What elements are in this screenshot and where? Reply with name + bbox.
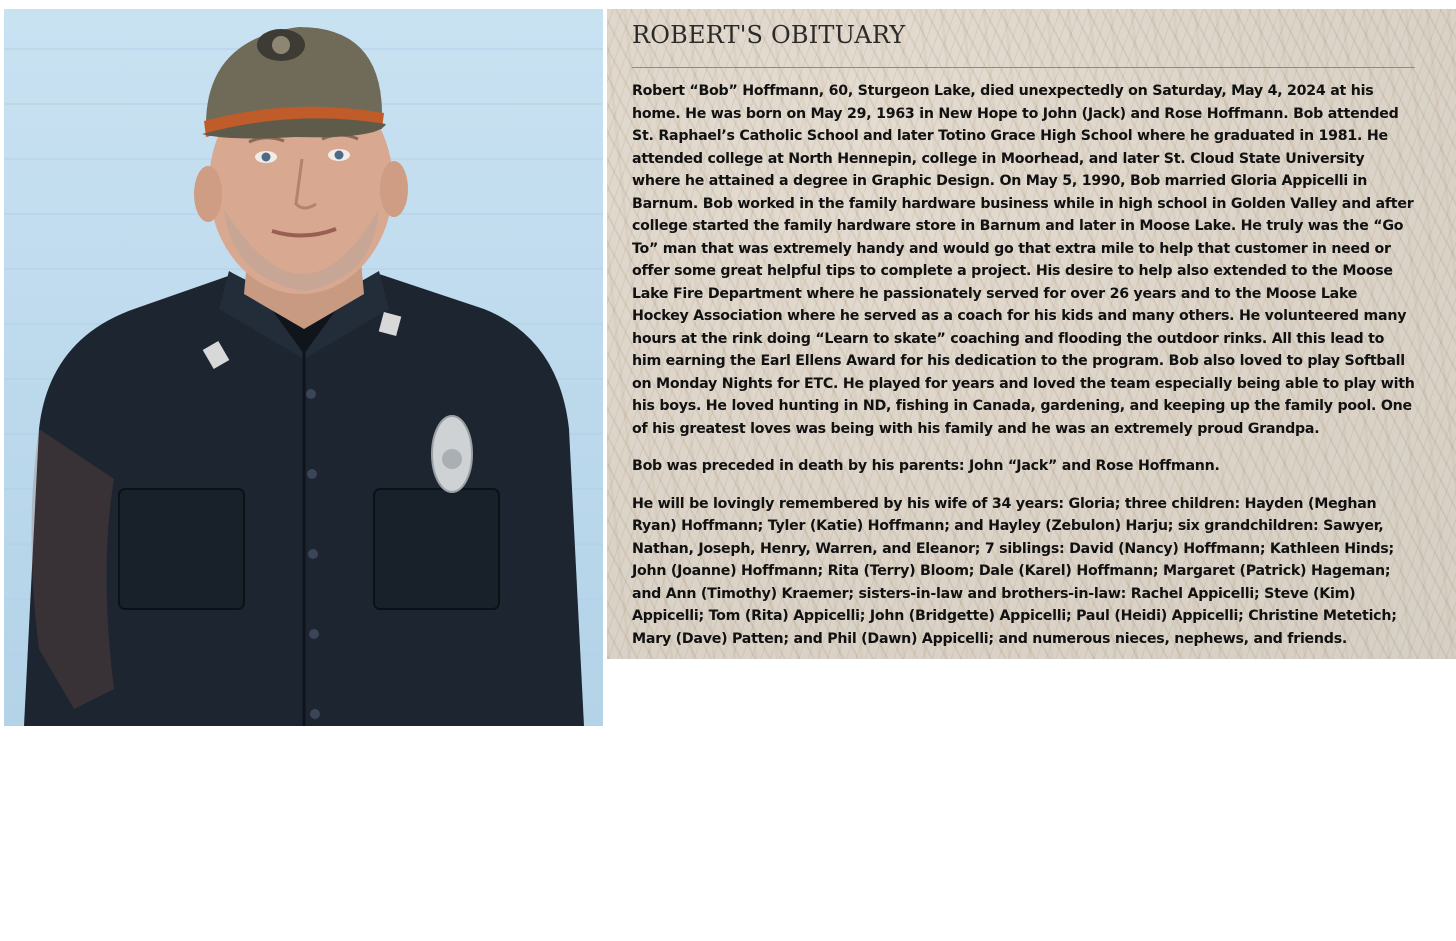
- left-pocket: [119, 489, 244, 609]
- portrait-illustration: [4, 9, 603, 726]
- left-ear: [194, 166, 222, 222]
- cap-emblem: [272, 36, 290, 54]
- obituary-paragraph-survivors: He will be lovingly remembered by his wife of 34 years: Gloria; three children: Hayden (Meghan Ryan) Hoffmann; Tyler (Katie) Hoffmann; and Hayley (Zebulon) Harju; six grandchildren: Sawyer, Nathan, Joseph, Henry, Warren, and Eleanor; 7 siblings: David (Nancy) Hoffmann; Kathleen Hinds; John (Joanne) Hoffmann; Rita (Terry) Bloom; Dale (Karel) Hoffmann; Margaret (Patrick) Hageman; and Ann (Timothy) Kraemer; sisters-in-law and brothers-in-law: Rachel Appicelli; Steve (Kim) Appicelli; Tom (Rita) Appicelli; John (Bridgette) Appicelli; Paul (Heidi) Appicelli; Christine Metetich; Mary (Dave) Patten; and Phil (Dawn) Appicelli; and numerous nieces, nephews, and friends.: [632, 495, 1397, 647]
- badge-emblem: [442, 449, 462, 469]
- right-iris: [335, 151, 344, 160]
- title-divider: [632, 67, 1415, 68]
- obituary-content: [632, 19, 1415, 659]
- right-ear: [380, 161, 408, 217]
- obituary-title: ROBERT'S OBITUARY: [632, 21, 906, 49]
- obituary-panel: [607, 9, 1456, 659]
- portrait-photo: [4, 9, 603, 726]
- obituary-paragraph-preceded: Bob was preceded in death by his parents: John “Jack” and Rose Hoffmann.: [632, 458, 1220, 474]
- right-pocket: [374, 489, 499, 609]
- obituary-paragraph-biography: Robert “Bob” Hoffmann, 60, Sturgeon Lake, died unexpectedly on Saturday, May 4, 2024 at his home. He was born on May 29, 1963 in New Hope to John (Jack) and Rose Hoffmann. Bob attended St. Raphael’s Catholic School and later Totino Grace High School where he graduated in 1981. He attended college at North Hennepin, college in Moorhead, and later St. Cloud State University where he attained a degree in Graphic Design. On May 5, 1990, Bob married Gloria Appicelli in Barnum. Bob worked in the family hardware business while in high school in Golden Valley and after college started the family hardware store in Barnum and later in Moose Lake. He truly was the “Go To” man that was extremely handy and would go that extra mile to help that customer in need or offer some great helpful tips to complete a project. His desire to help also extended to the Moose Lake Fire Department where he passionately served for over 26 years and to the Moose Lake Hockey Association where he served as a coach for his kids and many others. He volunteered many hours at the rink doing “Learn to skate” coaching and flooding the outdoor rinks. All this lead to him earning the Earl Ellens Award for his dedication to the program. Bob also loved to play Softball on Monday Nights for ETC. He played for years and loved the team especially being able to play with his boys. He loved hunting in ND, fishing in Canada, gardening, and keeping up the family pool. One of his greatest loves was being with his family and he was an extremely proud Grandpa.: [632, 83, 1415, 437]
- left-iris: [262, 153, 271, 162]
